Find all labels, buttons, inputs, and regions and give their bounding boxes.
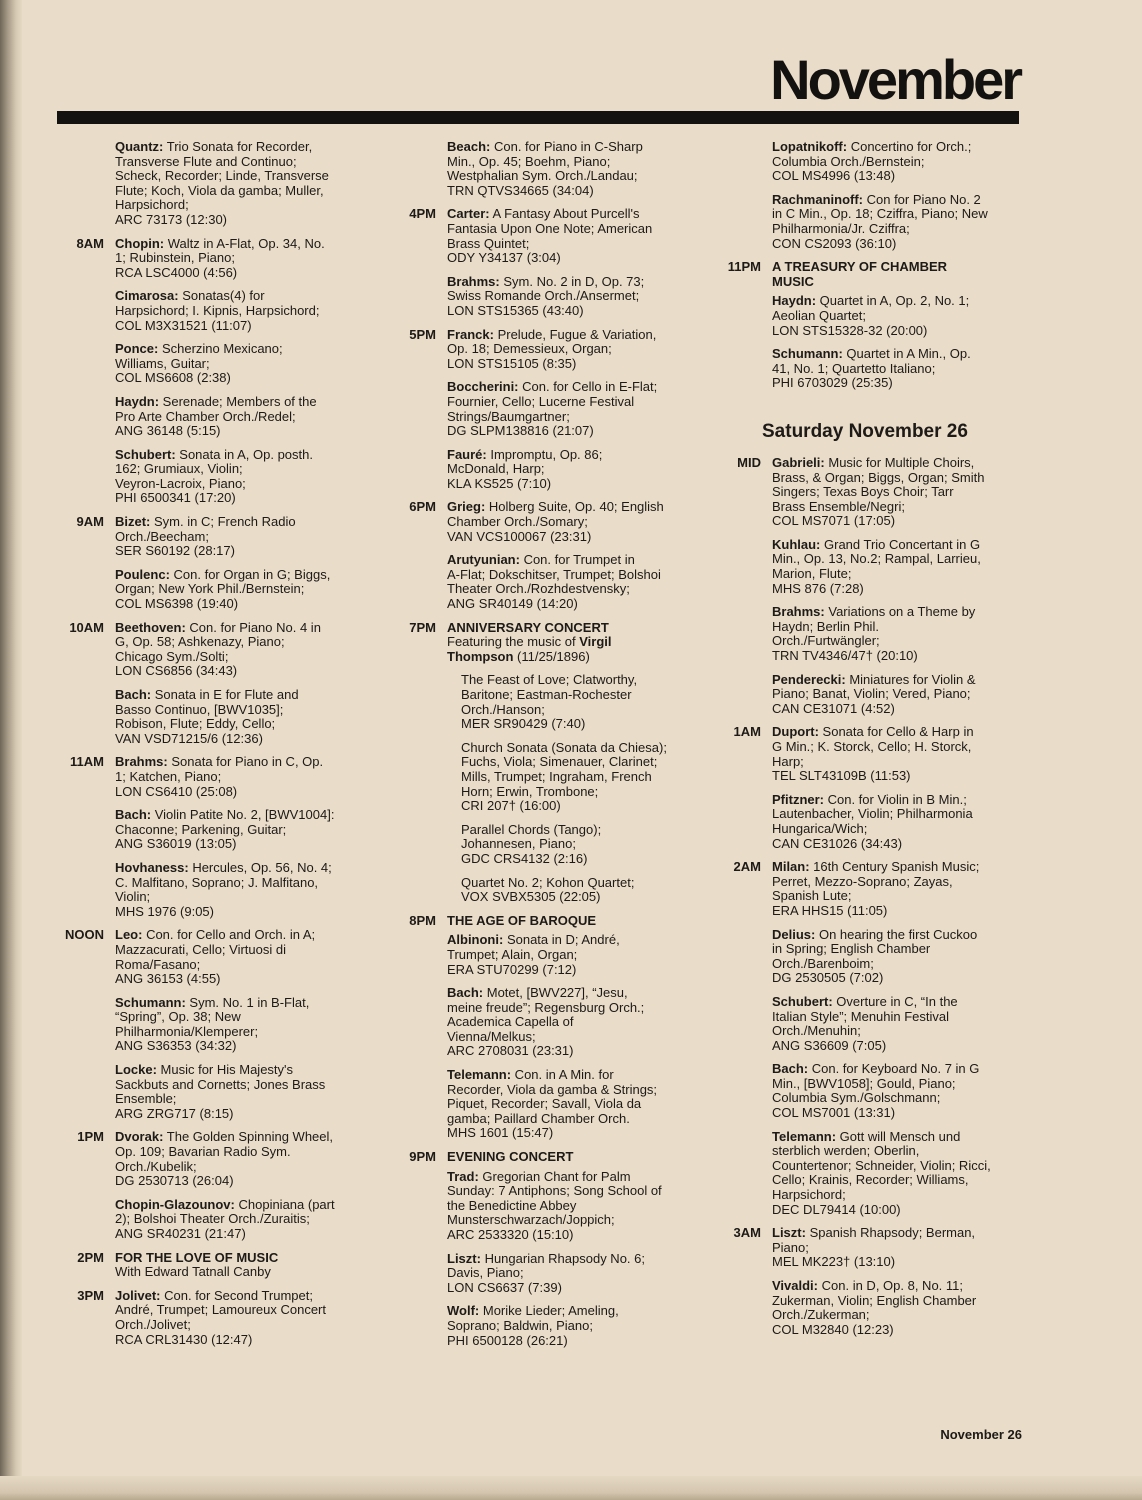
composer-name: Boccherini: [447,379,519,395]
composer-name: Chopin-Glazounov: [115,1196,235,1212]
program-details: Impromptu, Op. 86; McDonald, Harp; KLA KS525 (7:10) [447,446,603,491]
program-entry [115,808,353,852]
composer-name: A TREASURY OF CHAMBER MUSIC [772,259,948,289]
composer-name: Vivaldi: [772,1278,819,1293]
composer-name: Haydn: [772,293,817,309]
program-entry [772,456,1027,529]
program-details: Sym. in C; French Radio Orch./Beecham; SER S60192 (28:17) [115,514,296,559]
composer-name: Schumann: [115,994,186,1010]
program-entry [115,928,353,986]
program-details: Con. for Violin in B Min.; Lautenbacher, Violin; Philharmonia Hungarica/Wich; CAN CE31026 (34:43) [772,791,973,851]
program-details: Quartet No. 2; Kohon Quartet; VOX SVBX5305 (22:05) [461,874,635,905]
program-details: The Feast of Love; Clatworthy, Baritone; Eastman-Rochester Orch./Hanson; MER SR90429 (7:40) [461,672,638,732]
time-label: 8AM [76,235,104,251]
program-entry [447,914,690,929]
program-entry [772,928,1027,986]
time-slot [380,207,690,318]
time-slot [48,237,353,507]
program-details: Con. for Trumpet in A-Flat; Dokschitser, Trumpet; Bolshoi Theater Orch./Rozhdestvensky; ANG SR40149 (14:20) [447,552,661,612]
program-details: Gott will Mensch und sterblich werden; Oberlin, Countertenor; Schneider, Violin; Ricci, Cello; Krainis, Recorder; Williams, Harpsichord; DEC DL79414 (10:00) [772,1128,991,1217]
program-entry [772,725,1027,783]
composer-name: Brahms: [115,754,168,770]
program-entry [772,793,1027,851]
program-entry [772,294,1027,338]
composer-name: Liszt: [772,1225,806,1241]
program-details: Church Sonata (Sonata da Chiesa); Fuchs, Viola; Simenauer, Clarinet; Mills, Trumpet; Ingraham, French Horn; Erwin, Trombone; CRI 207† (16:00) [461,739,667,814]
composer-name: Schubert: [115,446,176,462]
time-slot [48,515,353,612]
program-details: Hungarian Rhapsody No. 6; Davis, Piano; LON CS6637 (7:39) [447,1250,645,1295]
time-label: 8PM [409,912,436,928]
time-label: 5PM [409,326,436,342]
time-label: 11AM [70,754,104,770]
program-details: Sym. No. 2 in D, Op. 73; Swiss Romande Orch./Ansermet; LON STS15365 (43:40) [447,273,645,318]
composer-name: Jolivet: [115,1287,161,1303]
composer-name: Brahms: [772,604,825,620]
program-details: Sonata in D; André, Trumpet; Alain, Organ; ERA STU70299 (7:12) [447,932,620,977]
program-details: Spanish Rhapsody; Berman, Piano; MEL MK223† (13:10) [772,1225,976,1270]
program-entry [772,140,1027,184]
time-label: 3AM [733,1225,761,1241]
program-list [104,621,353,747]
time-slot [48,755,353,919]
program-list [104,1289,353,1347]
binding-edge [0,0,22,1500]
composer-name: Grieg: [447,499,486,515]
time-label: 10AM [69,619,104,635]
schedule-column-3 [705,140,1027,1346]
time-label: 11PM [727,259,761,275]
composer-name: Poulenc: [115,566,170,582]
program-details: Violin Patite No. 2, [BWV1004]: Chaconne; Parkening, Guitar; ANG S36019 (13:05) [115,807,335,852]
program-details: With Edward Tatnall Canby [115,1264,271,1280]
program-entry [447,823,690,867]
composer-name: Bach: [447,985,484,1001]
program-entry [447,500,690,544]
time-label: 9PM [409,1149,436,1165]
title-rule [57,111,1019,124]
composer-name: ANNIVERSARY CONCERT [447,619,609,635]
program-entry [115,1063,353,1121]
program-details: Con. for Cello in E-Flat; Fournier, Cello; Lucerne Festival Strings/Baumgartner; DG SLPM138816 (21:07) [447,379,658,439]
time-slot [705,456,1027,717]
program-details: A Fantasy About Purcell's Fantasia Upon One Note; American Brass Quintet; ODY Y34137 (3:04) [447,206,653,266]
program-entry [447,1252,690,1296]
composer-name: Arutyunian: [447,552,520,568]
composer-name: Albinoni: [447,932,504,948]
program-entry [447,741,690,814]
program-entry [115,1251,353,1280]
composer-name: Brahms: [447,273,500,289]
program-entry [115,621,353,679]
program-entry [447,380,690,438]
program-details: Prelude, Fugue & Variation, Op. 18; Demessieux, Organ; LON STS15105 (8:35) [447,326,657,371]
time-label: 4PM [409,206,436,222]
time-label: 3PM [77,1287,104,1303]
program-entry [115,568,353,612]
program-details: Quartet in A, Op. 2, No. 1; Aeolian Quartet; LON STS15328-32 (20:00) [772,293,970,338]
composer-name: Hovhaness: [115,859,189,875]
program-entry [115,237,353,281]
time-slot [48,621,353,747]
time-label: 1PM [77,1129,104,1145]
program-list [761,140,1027,251]
time-slot [705,860,1027,1217]
time-label: 9AM [76,514,104,530]
schedule-column-1 [48,140,353,1356]
program-entry [772,1226,1027,1270]
program-details: Variations on a Theme by Haydn; Berlin Phil. Orch./Furtwängler; TRN TV4346/47† (20:10) [772,604,976,664]
composer-name: Bach: [115,807,152,823]
program-details: The Golden Spinning Wheel, Op. 109; Bavarian Radio Sym. Orch./Kubelik; DG 2530713 (26:04) [115,1129,334,1189]
program-list [436,140,690,198]
program-list [761,860,1027,1217]
composer-name: Penderecki: [772,671,846,687]
program-details: Holberg Suite, Op. 40; English Chamber Orch./Somary; VAN VCS100067 (23:31) [447,499,664,544]
program-entry [115,395,353,439]
program-details: Waltz in A-Flat, Op. 34, No. 1; Rubinstein, Piano; RCA LSC4000 (4:56) [115,235,325,280]
composer-name: Liszt: [447,1250,481,1266]
composer-name: Carter: [447,206,490,222]
program-details: Overture in C, “In the Italian Style”; Menuhin Festival Orch./Menuhin; ANG S36609 (7:05) [772,993,958,1053]
time-label: 7PM [409,619,436,635]
time-label: NOON [65,927,104,943]
schedule-column-2 [380,140,690,1357]
composer-name: Leo: [115,927,143,943]
program-entry [447,986,690,1059]
program-list [104,515,353,612]
program-list [104,755,353,919]
program-entry [115,140,353,228]
program-details: Con. for Cello and Orch. in A; Mazzacurati, Cello; Virtuosi di Roma/Fasano; ANG 36153 (4:55) [115,927,316,987]
program-entry [115,342,353,386]
program-list [761,725,1027,851]
composer-name: Locke: [115,1062,157,1078]
composer-name: Beach: [447,139,491,154]
composer-name: Duport: [772,724,819,740]
program-entry [115,1198,353,1242]
program-entry [115,289,353,333]
program-list [104,237,353,507]
time-slot [380,140,690,198]
program-details: Sym. No. 1 in B-Flat, “Spring”, Op. 38; New Philharmonia/Klemperer; ANG S36353 (34:32) [115,994,310,1054]
composer-name: Bizet: [115,514,151,530]
time-label: 6PM [409,499,436,515]
program-entry [447,207,690,265]
program-list [761,1226,1027,1337]
program-list [761,456,1027,717]
composer-name: Ponce: [115,341,159,357]
composer-name: Beethoven: [115,619,186,635]
time-slot [705,260,1027,391]
program-details: Con. in A Min. for Recorder, Viola da gamba & Strings; Piquet, Recorder; Savall, Viola da gamba; Paillard Chamber Orch. MHS 1601 (15:47) [447,1067,658,1141]
program-details: Hercules, Op. 56, No. 4; C. Malfitano, Soprano; J. Malfitano, Violin; MHS 1976 (9:05) [115,859,332,919]
program-entry [772,1062,1027,1120]
program-entry [115,688,353,746]
time-label: MID [737,454,761,470]
program-entry [772,538,1027,596]
time-slot [380,500,690,611]
composer-name: Bach: [772,1061,809,1077]
program-list [436,621,690,905]
program-details: Con. for Keyboard No. 7 in G Min., [BWV1058]; Gould, Piano; Columbia Sym./Golschmann; COL MS7001 (13:31) [772,1061,980,1121]
program-list [761,260,1027,391]
program-details: 16th Century Spanish Music; Perret, Mezzo-Soprano; Zayas, Spanish Lute; ERA HHS15 (11:05) [772,859,980,918]
composer-name: Milan: [772,859,810,875]
program-entry [772,1130,1027,1218]
time-slot [705,1226,1027,1337]
program-details: Scherzino Mexicano; Williams, Guitar; COL MS6608 (2:38) [115,341,283,386]
time-slot [48,1130,353,1241]
composer-name: EVENING CONCERT [447,1149,574,1165]
program-details: Gregorian Chant for Palm Sunday: 7 Antiphons; Song School of the Benedictine Abbey Munsterschwarzach/Joppich; ARC 2533320 (15:10) [447,1168,662,1242]
program-entry [115,448,353,506]
composer-name: Pfitzner: [772,791,824,807]
program-entry [115,1130,353,1188]
composer-name: Cimarosa: [115,288,179,304]
time-label [48,140,104,228]
composer-name: Trad: [447,1168,479,1184]
program-details: Sonatas(4) for Harpsichord; I. Kipnis, Harpsichord; COL M3X31521 (11:07) [115,288,320,333]
composer-name: Dvorak: [115,1129,164,1145]
time-slot [48,1289,353,1347]
program-details: Con. for Piano in C-Sharp Min., Op. 45; Boehm, Piano; Westphalian Sym. Orch./Landau; TRN QTVS34665 (34:04) [447,139,643,198]
program-details: Morike Lieder; Ameling, Soprano; Baldwin, Piano; PHI 6500128 (26:21) [447,1303,619,1348]
program-details: Sonata for Piano in C, Op. 1; Katchen, Piano; LON CS6410 (25:08) [115,754,324,799]
program-entry [772,193,1027,251]
time-slot [380,1150,690,1348]
composer-name: Telemann: [772,1128,837,1144]
program-entry [772,1279,1027,1337]
program-details: Con. for Organ in G; Biggs, Organ; New York Phil./Bernstein; COL MS6398 (19:40) [115,566,331,612]
time-label: 2PM [77,1249,104,1265]
program-entry [772,860,1027,918]
composer-name: Quantz: [115,139,164,154]
program-entry [447,876,690,905]
program-list [436,1150,690,1348]
program-details: On hearing the first Cuckoo in Spring; English Chamber Orch./Barenboim; DG 2530505 (7:02) [772,926,978,986]
program-entry [115,861,353,919]
page-title: November [770,48,1020,111]
program-entry [447,1304,690,1348]
program-entry [772,995,1027,1053]
featured-composer: Virgil Thompson [447,634,612,664]
program-list [436,328,690,492]
composer-name: Schumann: [772,346,843,362]
program-entry [772,260,1027,289]
composer-name: FOR THE LOVE OF MUSIC [115,1249,279,1265]
program-details-tail: (11/25/1896) [513,648,590,664]
program-entry [447,1170,690,1243]
program-details: Concertino for Orch.; Columbia Orch./Bernstein; COL MS4996 (13:48) [772,139,972,184]
composer-name: THE AGE OF BAROQUE [447,912,597,928]
time-slot [380,621,690,905]
program-details: Music for Multiple Choirs, Brass, & Organ; Biggs, Organ; Smith Singers; Texas Boys Choir; Tarr Brass Ensemble/Negri; COL MS7071 (17:05) [772,454,985,529]
program-list [104,928,353,1121]
page-footer: November 26 [940,1427,1022,1442]
program-entry [772,347,1027,391]
composer-name: Franck: [447,326,494,342]
program-entry [447,140,690,198]
program-details: Quartet in A Min., Op. 41, No. 1; Quartetto Italiano; PHI 6703029 (25:35) [772,346,971,391]
program-details: Featuring the music of [447,634,576,650]
day-heading: Saturday November 26 [762,420,968,442]
time-slot [48,928,353,1121]
program-list [436,914,690,1141]
page-bottom-edge [0,1476,1142,1500]
program-details: Parallel Chords (Tango); Johannesen, Piano; GDC CRS4132 (2:16) [461,821,602,866]
program-entry [447,1068,690,1141]
composer-name: Chopin: [115,235,165,251]
program-list [104,1251,353,1280]
program-entry [772,673,1027,717]
program-details: Con. for Piano No. 4 in G, Op. 58; Ashkenazy, Piano; Chicago Sym./Solti; LON CS6856 (34:43) [115,619,321,679]
program-details: Con for Piano No. 2 in C Min., Op. 18; Cziffra, Piano; New Philharmonia/Jr. Cziffra; CON CS2093 (36:10) [772,191,988,251]
program-entry [447,328,690,372]
composer-name: Fauré: [447,446,487,462]
time-slot [380,328,690,492]
composer-name: Bach: [115,687,152,702]
time-label: 1AM [733,724,761,740]
program-details: Motet, [BWV227], “Jesu, meine freude”; Regensburg Orch.; Academica Capella of Vienna/Melkus; ARC 2708031 (23:31) [447,985,645,1059]
program-details: Con. in D, Op. 8, No. 11; Zukerman, Violin; English Chamber Orch./Zukerman; COL M32840 (12:23) [772,1278,977,1337]
program-entry [447,1150,690,1165]
composer-name: Delius: [772,926,816,942]
composer-name: Kuhlau: [772,536,821,552]
time-label [380,140,436,198]
program-entry [447,621,690,665]
time-label: 2AM [733,859,761,875]
program-entry [447,448,690,492]
time-slot [380,914,690,1141]
composer-name: Rachmaninoff: [772,191,863,207]
composer-name: Wolf: [447,1303,480,1319]
program-list [104,1130,353,1241]
composer-name: Lopatnikoff: [772,139,848,154]
program-details: Music for His Majesty's Sackbuts and Cornetts; Jones Brass Ensemble; ARG ZRG717 (8:15) [115,1062,326,1121]
composer-name: Schubert: [772,993,833,1009]
time-slot [48,140,353,228]
program-entry [447,275,690,319]
program-details: Miniatures for Violin & Piano; Banat, Violin; Vered, Piano; CAN CE31071 (4:52) [772,671,976,716]
composer-name: Haydn: [115,393,160,409]
composer-name: Telemann: [447,1067,512,1083]
program-entry [115,755,353,799]
program-entry [447,673,690,731]
time-slot [705,725,1027,851]
program-entry [772,605,1027,663]
program-list [436,500,690,611]
program-entry [115,1289,353,1347]
program-details: Trio Sonata for Recorder, Transverse Flute and Continuo; Scheck, Recorder; Linde, Transverse Flute; Koch, Viola da gamba; Muller, Harpsichord; ARC 73173 (12:30) [115,139,329,227]
time-label [705,140,761,251]
program-entry [115,515,353,559]
program-list [104,140,353,228]
program-entry [115,996,353,1054]
program-details: Serenade; Members of the Pro Arte Chamber Orch./Redel; ANG 36148 (5:15) [115,393,317,439]
program-details: Grand Trio Concertant in G Min., Op. 13, No.2; Rampal, Larrieu, Marion, Flute; MHS 876 (7:28) [772,536,981,596]
program-details: Sonata for Cello & Harp in G Min.; K. Storck, Cello; H. Storck, Harp; TEL SLT43109B (11:53) [772,724,974,784]
time-slot [48,1251,353,1280]
time-slot [705,140,1027,251]
composer-name: Gabrieli: [772,454,825,470]
program-entry [447,933,690,977]
program-details: Chopiniana (part 2); Bolshoi Theater Orch./Zuraitis; ANG SR40231 (21:47) [115,1196,335,1241]
program-details: Sonata in A, Op. posth. 162; Grumiaux, Violin; Veyron-Lacroix, Piano; PHI 6500341 (17:20) [115,446,313,506]
program-details: Sonata in E for Flute and Basso Continuo, [BWV1035]; Robison, Flute; Eddy, Cello; VAN VSD71215/6 (12:36) [115,687,299,746]
program-entry [447,553,690,611]
program-list [436,207,690,318]
program-details: Con. for Second Trumpet; André, Trumpet; Lamoureux Concert Orch./Jolivet; RCA CRL31430 (12:47) [115,1287,326,1347]
